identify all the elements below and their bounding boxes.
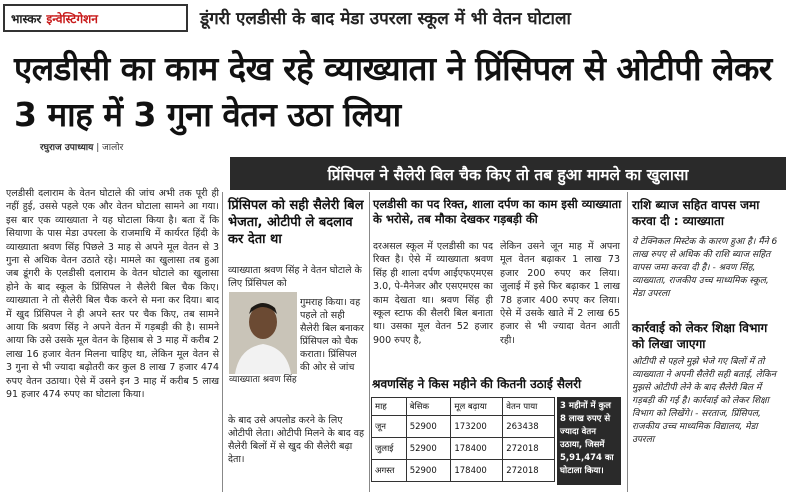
table-cell: 52900 <box>406 438 451 460</box>
salary-table-title: श्रवणसिंह ने किस महीने की कितनी उठाई सैलरी <box>372 377 582 391</box>
right-heading-action: कार्रवाई को लेकर शिक्षा विभाग को लिखा जाएगा <box>632 321 768 351</box>
table-cell: जून <box>372 416 407 438</box>
quote-box-quote: गुमराह किया। वह पहले तो सही सैलेरी बिल बनाकर प्रिंसिपल को चैक कराता। प्रिंसिपल की ओर से जांच <box>300 297 364 373</box>
column-c-right-text: लेकिन उसने जून माह में अपना मूल वेतन बढ़ाकर 1 लाख 73 हजार 200 रुपए कर लिया। जुलाई में इसे फिर बढ़ाकर 1 लाख 78 हजार 400 रुपए कर लिया। ऐसे में उसके खाते में 2 लाख 65 हजार से भी ज्यादा वेतन आती रही। <box>500 241 620 346</box>
photo-caption: व्याख्याता श्रवण सिंह <box>229 375 297 385</box>
right-heading-refund: राशि ब्याज सहित वापस जमा करवा दी : व्याख्याता <box>632 198 760 228</box>
table-header: बेसिक <box>406 398 451 416</box>
right-quote-principal: ओटीपी से पहले मुझे भेजे गए बिलों में तो व्याख्याता ने अपनी सैलेरी सही बताई, लेकिन मुझसे ओटीपी लेने के बाद सैलेरी बिल में गड़बड़ी की गई है। कार्रवाई को लेकर शिक्षा विभाग को लिखेंगे। - सरताज, प्रिंसिपल, राजकीय उच्च माध्यमिक विद्यालय, मेडा उपरला <box>632 357 776 445</box>
quote-box-ending: के बाद उसे अपलोड करने के लिए ओटीपी लेता। ओटीपी मिलने के बाद वह सैलेरी बिलों में से खुद की सैलेरी बढ़ा देता। <box>228 415 365 465</box>
subhead-banner: प्रिंसिपल ने सैलेरी बिल चैक किए तो तब हुआ मामले का खुलासा <box>230 157 786 190</box>
headline: एलडीसी का काम देख रहे व्याख्याता ने प्रिंसिपल से ओटीपी लेकर 3 माह में 3 गुना वेतन उठा लिया <box>14 49 772 134</box>
table-cell: जुलाई <box>372 438 407 460</box>
table-cell: 263438 <box>503 416 555 438</box>
table-header: वेतन पाया <box>503 398 555 416</box>
column-c-heading: एलडीसी का पद रिक्त, शाला दर्पण का काम इसी व्याख्याता के भरोसे, तब मौका देखकर गड़बड़ी की <box>373 197 622 226</box>
series-name: इन्वेस्टिगेशन <box>46 11 98 26</box>
column-c-left-text: दरअसल स्कूल में एलडीसी का पद रिक्त है। ऐसे में व्याख्याता श्रवण सिंह ही शाला दर्पण आईएफएमएस 3.0, पे-मैनेजर और एसएमएस का काम देखता था। श्रवण सिंह ही स्कूल स्टाफ की सैलरी बिल बनाता था। उसका मूल वेतन 52 हजार 900 रुपए है, <box>373 241 493 346</box>
column-divider <box>222 192 223 492</box>
table-cell: 272018 <box>503 460 555 482</box>
quote-box-intro: व्याख्याता श्रवण सिंह ने वेतन घोटाले के लिए प्रिंसिपल को <box>228 265 362 289</box>
table-header: माह <box>372 398 407 416</box>
table-cell: 52900 <box>406 460 451 482</box>
column-divider <box>369 192 370 492</box>
kicker: डूंगरी एलडीसी के बाद मेडा उपरला स्कूल में भी वेतन घोटाला <box>200 9 571 29</box>
table-cell: 178400 <box>451 438 503 460</box>
table-header: मूल बढ़ाया <box>451 398 503 416</box>
table-cell: 272018 <box>503 438 555 460</box>
right-quote-lecturer: ये टेक्निकल मिस्टेक के कारण हुआ है। मैंने 6 लाख रुपए से अधिक की राशि ब्याज सहित वापस जमा करवा दी है। - श्रवण सिंह, व्याख्याता, राजकीय उच्च माध्यमिक स्कूल, मेडा उपरला <box>632 237 778 299</box>
column-a-text: एलडीसी दलाराम के वेतन घोटाले की जांच अभी तक पूरी ही नहीं हुई, उससे पहले एक और वेतन घोटाला सामने आ गया। इस बार एक व्याख्याता ने यह घोटाला किया है। बता दें कि सियाणा के पास मेडा उपरला के राजमाधि में कार्यरत हिंदी के व्याख्याता श्रवण सिंह पिछले 3 माह से अपने मूल वेतन से 3 गुना से अधिक वेतन उठाते रहे। मामले का खुलासा तब हुआ जब डूंगरी के एलडीसी दलाराम के वेतन घोटाले का खुलासा होने के बाद स्कूल के प्रिंसिपल ने सैलेरी बिल चैक किए। व्याख्याता ने तो सैलेरी बिल चैक करने से मना कर दिया। बाद में खुद प्रिंसिपल ने ही अपने स्तर पर चैक किए, तब सामने आया कि श्रवण सिंह ने अपने वेतन में गड़बड़ी की है। सामने आया कि उसे उसके मूल वेतन के हिसाब से 3 माह में करीब 2 लाख 16 हजार वेतन मिलना चाहिए था, लेकिन मूल वेतन से 3 गुना से भी ज्यादा बढ़ोतरी कर कुल 8 लाख 7 हजार 474 रुपए वेतन उठाया। ऐसे में उसने इन 3 माह में करीब 5 लाख 91 हजार 474 रुपए का घोटाला किया। <box>6 188 219 401</box>
person-photo <box>229 292 297 374</box>
column-divider <box>627 192 628 492</box>
table-cell: 178400 <box>451 460 503 482</box>
byline: रघुराज उपाध्याय | जालोर <box>40 143 124 153</box>
table-note: 3 महीनों में कुल 8 लाख रुपए से ज्यादा वेतन उठाया, जिसमें 5,91,474 का घोटाला किया। <box>557 397 621 485</box>
table-cell: अगस्त <box>372 460 407 482</box>
table-cell: 52900 <box>406 416 451 438</box>
quote-box-heading: प्रिंसिपल को सही सैलेरी बिल भेजता, ओटीपी ले बदलाव कर देता था <box>228 198 364 247</box>
table-cell: 173200 <box>451 416 503 438</box>
byline-place: जालोर <box>102 143 124 153</box>
section-tag <box>3 4 188 32</box>
brand-name: भास्कर <box>11 11 42 26</box>
byline-name: रघुराज उपाध्याय <box>40 143 94 153</box>
